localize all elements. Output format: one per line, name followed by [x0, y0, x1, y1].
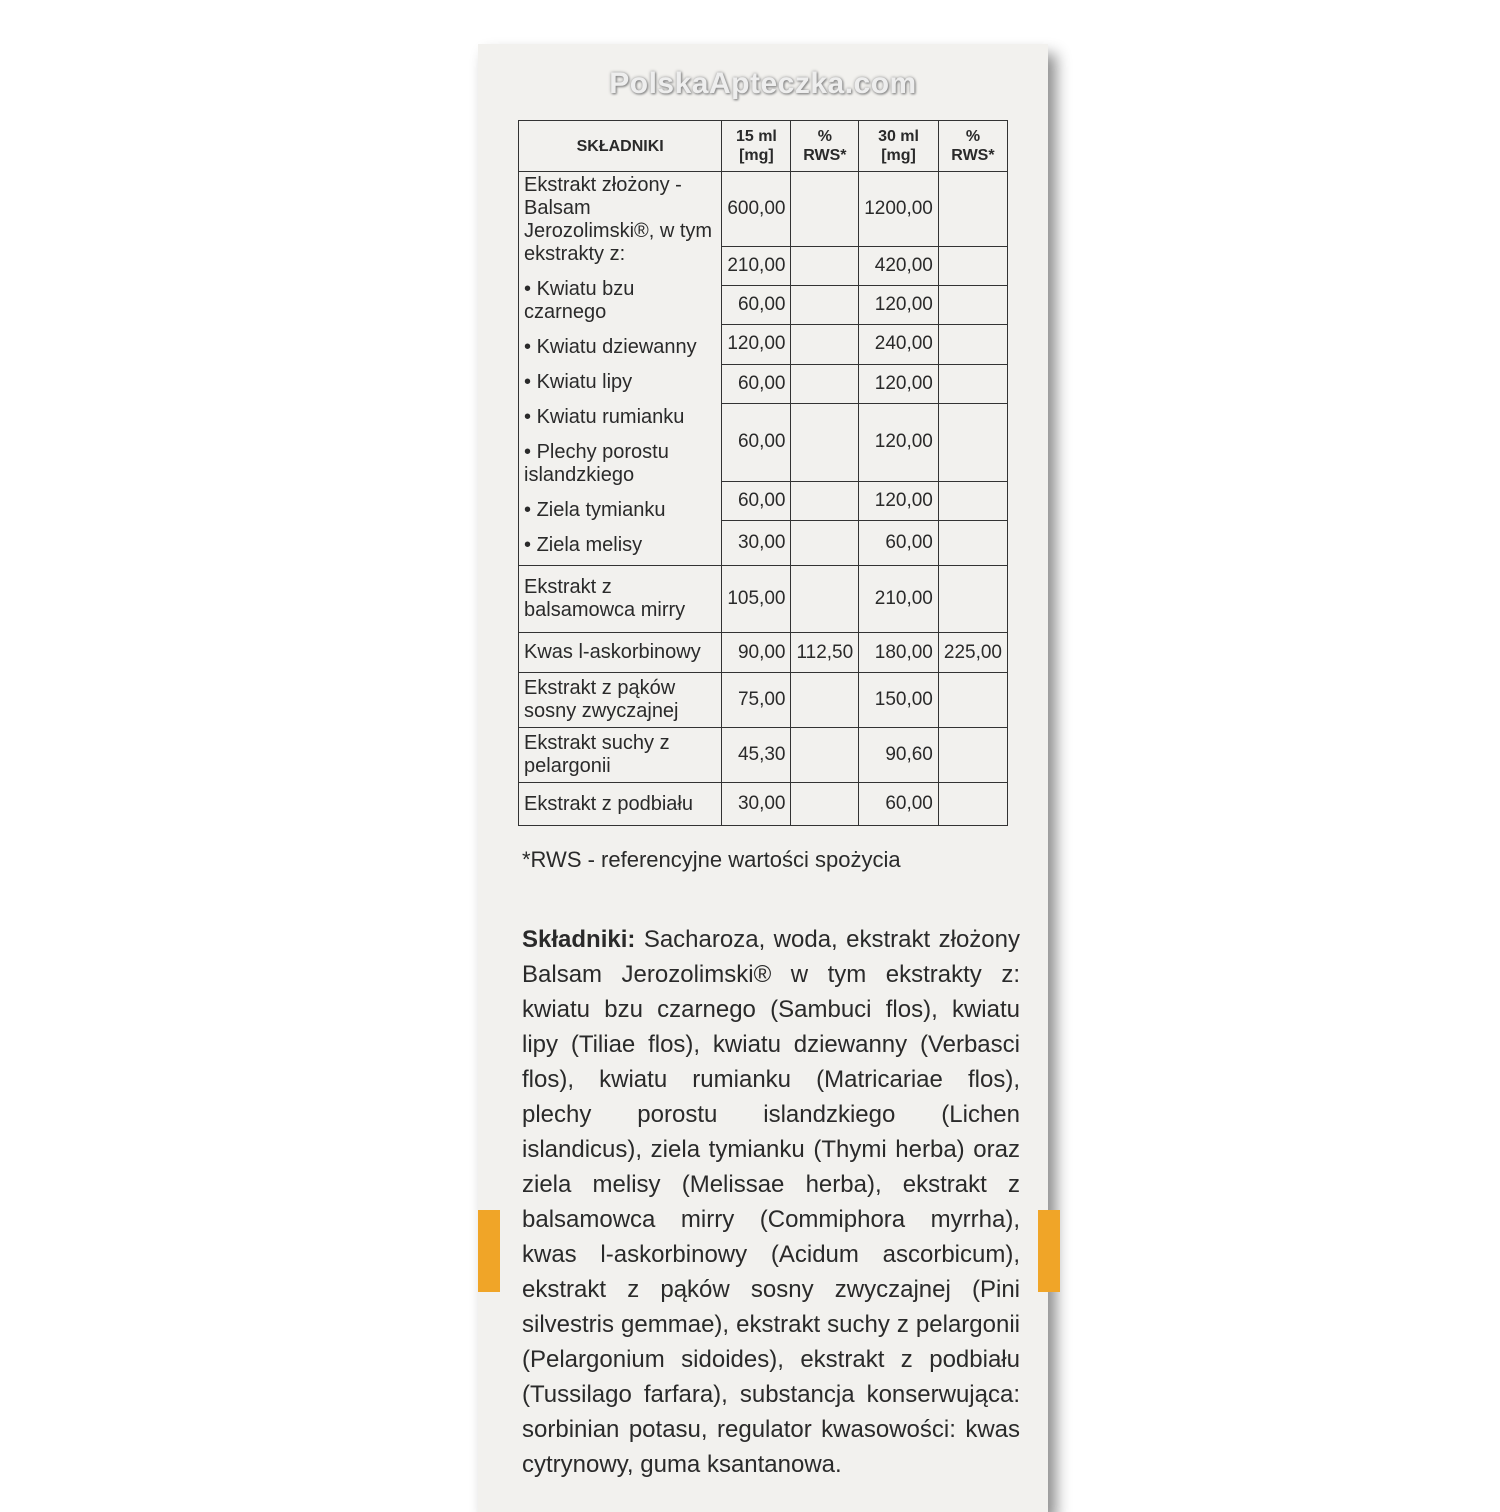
value-30ml: 240,00 [859, 325, 939, 364]
ingredient-name [519, 172, 722, 566]
value-30ml: 120,00 [859, 482, 939, 521]
value-15ml: 600,00 [722, 172, 791, 247]
ingredient-name: Ekstrakt suchy z pelargonii [519, 728, 722, 783]
rws-30 [938, 286, 1007, 325]
composite-name: Ekstrakt złożony - Balsam Jerozolimski®, w tym ekstrakty z: [524, 174, 713, 265]
rws-30 [938, 728, 1007, 783]
value-15ml: 60,00 [722, 482, 791, 521]
value-30ml: 150,00 [859, 673, 939, 728]
value-30ml: 120,00 [859, 286, 939, 325]
rws-30 [938, 783, 1007, 826]
sub-ingredient-name: • Kwiatu bzu czarnego [524, 272, 716, 330]
rws-15 [791, 521, 859, 566]
rws-30 [938, 325, 1007, 364]
value-30ml: 120,00 [859, 364, 939, 403]
rws-15: 112,50 [791, 633, 859, 673]
value-30ml: 420,00 [859, 246, 939, 285]
watermark: PolskaApteczka.com [609, 67, 917, 100]
value-30ml: 60,00 [859, 521, 939, 566]
rws-15 [791, 364, 859, 403]
ingredient-name: Ekstrakt z podbiału [519, 783, 722, 826]
value-30ml: 60,00 [859, 783, 939, 826]
rws-30 [938, 482, 1007, 521]
sub-ingredient-name: • Ziela tymianku [524, 493, 716, 528]
header-30ml: 30 ml [mg] [859, 121, 939, 172]
value-15ml: 75,00 [722, 673, 791, 728]
value-30ml: 90,60 [859, 728, 939, 783]
header-15ml: 15 ml [mg] [722, 121, 791, 172]
table-row [519, 783, 1008, 826]
rws-15 [791, 172, 859, 247]
orange-accent-right [1038, 1210, 1060, 1292]
header-rws-15: % RWS* [791, 121, 859, 172]
table-row [519, 728, 1008, 783]
package-side [478, 44, 1048, 1512]
rws-30: 225,00 [938, 633, 1007, 673]
value-15ml: 45,30 [722, 728, 791, 783]
value-30ml: 210,00 [859, 566, 939, 633]
orange-accent-left [478, 1210, 500, 1292]
value-15ml: 30,00 [722, 783, 791, 826]
sub-ingredient-name: • Plechy porostu islandzkiego [524, 435, 716, 493]
rws-30 [938, 246, 1007, 285]
table-row [519, 566, 1008, 633]
sub-ingredient-name: • Kwiatu rumianku [524, 400, 716, 435]
ingredient-name: Ekstrakt z balsamowca mirry [519, 566, 722, 633]
header-rws-30: % RWS* [938, 121, 1007, 172]
value-15ml: 105,00 [722, 566, 791, 633]
value-15ml: 60,00 [722, 364, 791, 403]
rws-15 [791, 783, 859, 826]
nutrition-table [518, 120, 1008, 826]
rws-15 [791, 673, 859, 728]
rws-30 [938, 521, 1007, 566]
value-30ml: 1200,00 [859, 172, 939, 247]
rws-15 [791, 246, 859, 285]
ingredients-body: Sacharoza, woda, ekstrakt złożony Balsam Jerozolimski® w tym ekstrakty z: kwiatu bzu czarnego (Sambuci flos), kwiatu lipy (Tiliae flos), kwiatu dziewanny (Verbasci flos), kwiatu rumianku (Matricariae flos), plechy porostu islandzkiego (Lichen islandicus), ziela tymianku (Thymi herba) oraz ziela melisy (Melissae herba), ekstrakt z balsamowca mirry (Commiphora myrrha), kwas l-askorbinowy (Acidum ascorbicum), ekstrakt z pąków sosny zwyczajnej (Pini silvestris gemmae), ekstrakt suchy z pelargonii (Pelargonium sidoides), ekstrakt z podbiału (Tussilago farfara), substancja konserwująca: sorbinian potasu, regulator kwasowości: kwas cytrynowy, guma ksantanowa. [522, 926, 1020, 1478]
value-15ml: 120,00 [722, 325, 791, 364]
ingredients-text [522, 922, 1020, 1482]
rws-30 [938, 403, 1007, 481]
rws-15 [791, 403, 859, 481]
rws-15 [791, 482, 859, 521]
rws-30 [938, 364, 1007, 403]
value-30ml: 120,00 [859, 403, 939, 481]
table-row [519, 172, 1008, 247]
table-row [519, 633, 1008, 673]
sub-ingredient-name: • Kwiatu dziewanny [524, 330, 716, 365]
sub-ingredient-name: • Ziela melisy [524, 528, 716, 563]
sub-ingredient-name: • Kwiatu lipy [524, 365, 716, 400]
rws-15 [791, 728, 859, 783]
value-15ml: 60,00 [722, 286, 791, 325]
ingredients-label: Składniki: [522, 926, 636, 953]
rws-30 [938, 172, 1007, 247]
rws-15 [791, 286, 859, 325]
ingredient-name: Ekstrakt z pąków sosny zwyczajnej [519, 673, 722, 728]
value-15ml: 30,00 [722, 521, 791, 566]
rws-15 [791, 325, 859, 364]
value-30ml: 180,00 [859, 633, 939, 673]
rws-30 [938, 566, 1007, 633]
footnote: *RWS - referencyjne wartości spożycia [522, 847, 901, 872]
header-ingredients: SKŁADNIKI [519, 121, 722, 172]
rws-15 [791, 566, 859, 633]
rws-30 [938, 673, 1007, 728]
value-15ml: 210,00 [722, 246, 791, 285]
value-15ml: 90,00 [722, 633, 791, 673]
table-row [519, 673, 1008, 728]
value-15ml: 60,00 [722, 403, 791, 481]
ingredient-name: Kwas l-askorbinowy [519, 633, 722, 673]
